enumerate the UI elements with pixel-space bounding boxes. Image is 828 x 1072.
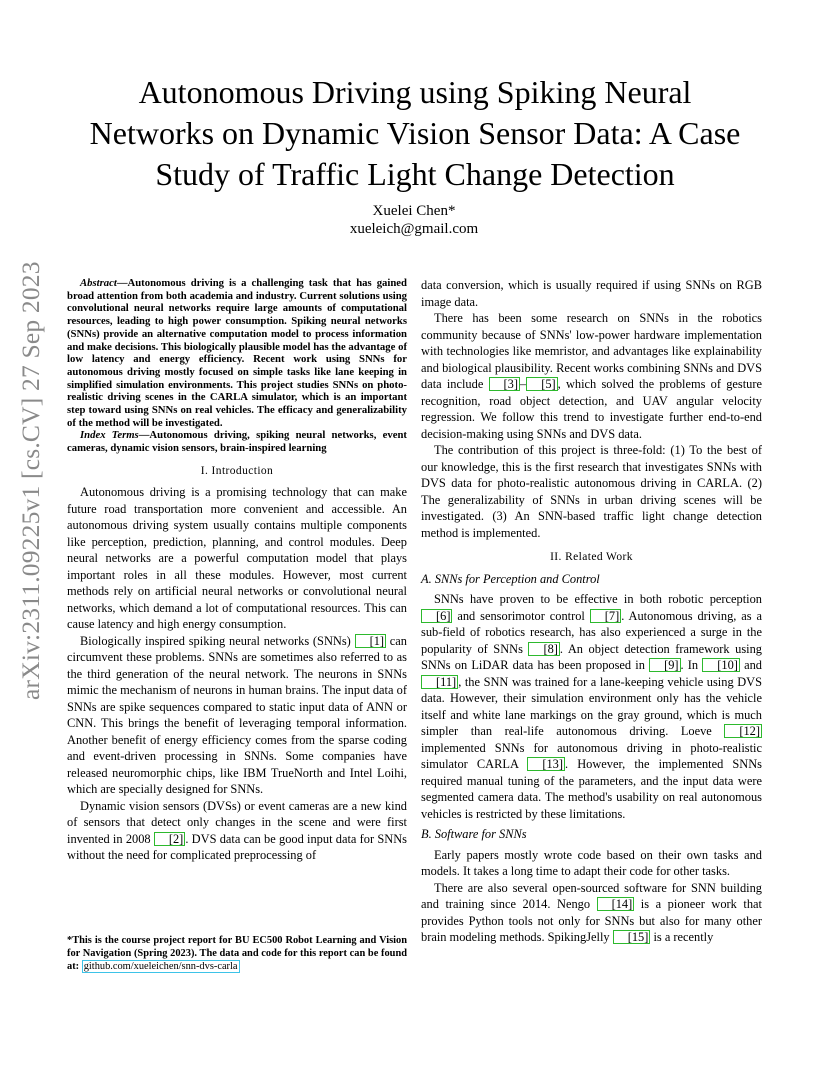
author-email: xueleich@gmail.com [349, 221, 479, 237]
text-run: . In [680, 658, 703, 672]
subsection-heading: A. SNNs for Perception and Control [421, 571, 600, 586]
title-line: Autonomous Driving using Spiking Neural [138, 74, 692, 110]
left-column [67, 277, 407, 864]
arxiv-identifier: arXiv:2311.09225v1 [cs.CV] 27 Sep 2023 [16, 261, 45, 700]
paragraph [67, 798, 407, 864]
paragraph [421, 591, 762, 822]
citation-link[interactable]: [14] [597, 897, 635, 911]
author-block [0, 202, 828, 238]
citation-link[interactable]: [15] [613, 930, 651, 944]
paragraph: The contribution of this project is three-fold: (1) To the best of our knowledge, this is the first research that investigates SNNs with DVS data for photo-realistic autonomous driving in CARLA. (2) The generalizability of SNNs in urban driving scenes will be investigated. (3) An SNN-based traffic light change detection method is implemented. [421, 443, 762, 540]
section-heading-introduction: I. Introduction [200, 464, 274, 477]
footnote-text: *This is the course project report for BU EC500 Robot Learning and Vision for Navigation (Spring 2023). The data and code for this report can be found at: [67, 935, 407, 973]
citation-link[interactable]: [8] [528, 642, 559, 656]
paper-title [40, 72, 790, 195]
text-run: is a recently [650, 930, 714, 944]
text-run: – [519, 377, 527, 391]
citation-link[interactable]: [2] [154, 832, 185, 846]
paragraph [421, 880, 762, 946]
citation-link[interactable]: [12] [724, 724, 762, 738]
citation-link[interactable]: [13] [527, 757, 565, 771]
text-run: . An object detection framework using SNNs on LiDAR data has been proposed in [421, 641, 763, 672]
footnote [67, 935, 407, 974]
text-run: There has been some research on SNNs in the robotics community because of SNNs' low-power hardware implementation with technologies like memristor, and advantages like explainability and biological plausibility. Recent works combining SNNs and DVS data include [421, 311, 762, 391]
paragraph: data conversion, which is usually required if using SNNs on RGB image data. [421, 278, 762, 309]
repository-link[interactable]: github.com/xueleichen/snn-dvs-carla [83, 961, 238, 973]
text-run: can circumvent these problems. SNNs are sometimes also referred to as the third generation of the neural network. The neurons in SNNs mimic the mechanism of neurons in human brains. The input data of SNNs are spike sequences compared to static input data of ANN or CNN. This brings the benefit of leveraging temporal information. Another benefit of energy efficiency comes from the sparse coding and event-driven processing in SNNs. Some companies have released neuromorphic chips, like IBM TrueNorth and Intel Loihi, which are specially designed for SNNs. [67, 633, 408, 797]
index-terms-lead: Index Terms [80, 429, 139, 442]
section-heading-related-work: II. Related Work [550, 551, 633, 563]
index-terms-text: —Autonomous driving, spiking neural networks, event cameras, dynamic vision sensors, brain-inspired learning [67, 429, 407, 455]
text-run: and [739, 658, 762, 672]
abstract-text: —Autonomous driving is a challenging task that has gained broad attention from both academia and industry. Current solutions using convolutional neural networks require large amounts of computational resources, leading to high power consumption. Spiking neural networks (SNNs) provide an alternative computation model to process information and make decisions. This biologically plausible model has the advantage of low latency and energy efficiency. Recent work using SNNs for autonomous driving mostly focused on simple tasks like lane keeping in simplified simulation environments. This project studies SNNs on photo-realistic driving scenes in the CARLA simulator, which is an important step toward using SNNs on real vehicles. The efficacy and generalizability of the method will be investigated. [67, 277, 407, 429]
citation-link[interactable]: [3] [489, 377, 520, 391]
index-terms [67, 429, 407, 454]
paragraph [421, 310, 762, 442]
subsection-heading: B. Software for SNNs [421, 827, 527, 841]
text-run: . Autonomous driving, as a sub-field of robotics research, has also experienced a surge in the popularity of SNNs [421, 608, 762, 656]
paragraph [67, 633, 407, 798]
text-run: . However, the implemented SNNs required manual tuning of the parameters, and the input data were segmented camera data. The method's usability on real autonomous vehicles is restricted by these limitations. [421, 757, 762, 821]
text-run: SNNs have proven to be effective in both robotic perception [434, 592, 762, 606]
text-run: , which solved the problems of gesture recognition, road object detection, and UAV angular velocity regression. We follow this trend to investigate further end-to-end decision-making using SNNs and DVS data. [421, 377, 762, 441]
citation-link[interactable]: [10] [702, 658, 740, 672]
citation-link[interactable]: [6] [421, 609, 452, 623]
text-run: Biologically inspired spiking neural networks (SNNs) [80, 633, 355, 648]
citation-link[interactable]: [1] [355, 634, 386, 648]
text-run: , the SNN was trained for a lane-keeping vehicle using DVS data. However, their simulation environment only has the vehicle itself and white lane markings on the gray ground, which is much simpler than real-life autonomous driving. Loeve [421, 674, 762, 738]
text-run: is a pioneer work that provides Python tools not only for SNNs but also for many other brain modeling methods. SpikingJelly [421, 897, 762, 944]
citation-link[interactable]: [5] [526, 377, 557, 391]
text-run: implemented SNNs for autonomous driving in photo-realistic simulator CARLA [421, 740, 762, 771]
title-line: Networks on Dynamic Vision Sensor Data: A Case [89, 115, 741, 151]
citation-link[interactable]: [9] [649, 658, 680, 672]
citation-link[interactable]: [11] [421, 675, 458, 689]
paragraph: Early papers mostly wrote code based on their own tasks and models. It takes a long time to adapt their code for other tasks. [421, 847, 762, 878]
text-run: Dynamic vision sensors (DVSs) or event cameras are a new kind of sensors that detect only changes in the scene and were first invented in 2008 [67, 798, 407, 846]
abstract [67, 277, 407, 429]
text-run: There are also several open-sourced software for SNN building and training since 2014. Nengo [421, 880, 762, 911]
text-run: . DVS data can be good input data for SNNs without the need for complicated preprocessing of [67, 831, 407, 863]
abstract-lead: Abstract [80, 277, 117, 289]
citation-link[interactable]: [7] [590, 609, 621, 623]
title-line: Study of Traffic Light Change Detection [155, 156, 675, 192]
author-name: Xuelei Chen* [372, 203, 456, 219]
right-column [421, 277, 762, 946]
paragraph: Autonomous driving is a promising technology that can make future road transportation more convenient and accessible. An autonomous driving system usually contains multiple components like perception, prediction, planning, and control modules. Deep neural networks are a powerful computation model that plays important roles in all these modules. However, most current methods rely on artificial neural networks or convolutional neural networks, which demand a lot of computational resources. This can cause latency and high energy consumption. [67, 485, 407, 632]
text-run: and sensorimotor control [452, 608, 590, 623]
